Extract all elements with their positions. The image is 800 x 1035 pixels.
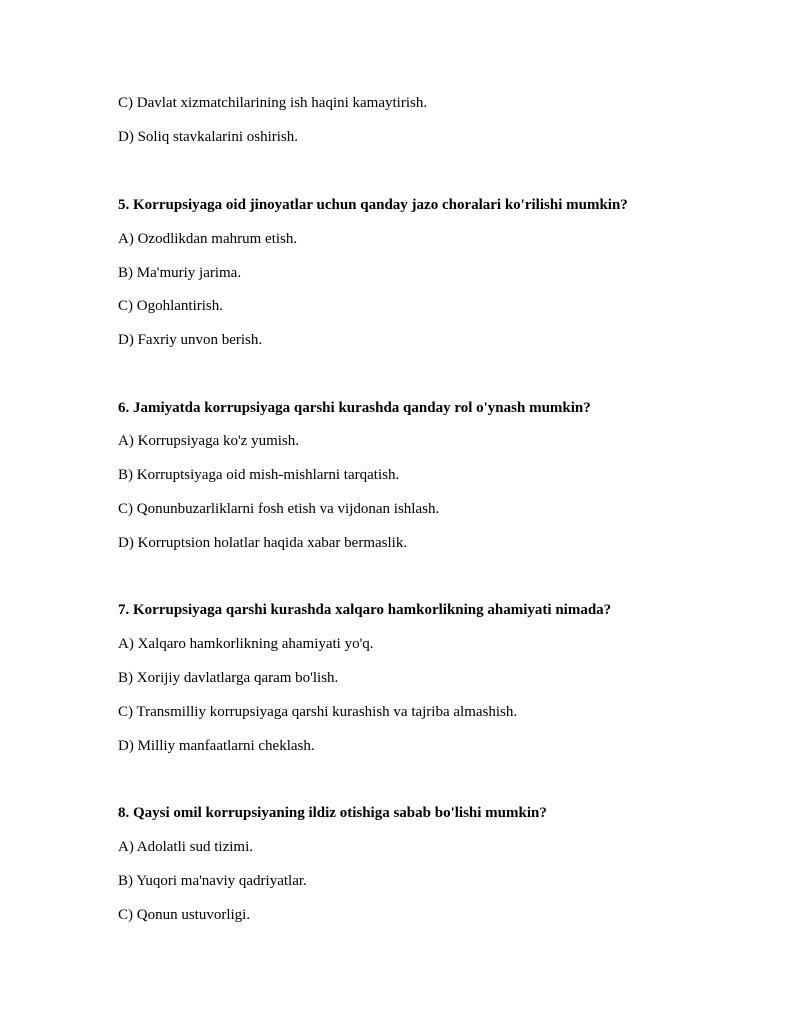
option-6d: D) Korruptsion holatlar haqida xabar bermaslik. (118, 535, 408, 551)
option-8c: C) Qonun ustuvorligi. (118, 907, 251, 923)
option-6c: C) Qonunbuzarliklarni fosh etish va vijdonan ishlash. (118, 501, 440, 517)
option-6b: B) Korruptsiyaga oid mish-mishlarni tarqatish. (118, 467, 400, 483)
option-8b: B) Yuqori ma'naviy qadriyatlar. (118, 873, 307, 889)
option-7a: A) Xalqaro hamkorlikning ahamiyati yo'q. (118, 636, 374, 652)
option-4d: D) Soliq stavkalarini oshirish. (118, 129, 298, 145)
question-7: 7. Korrupsiyaga qarshi kurashda xalqaro hamkorlikning ahamiyati nimada? (118, 602, 612, 618)
option-5b: B) Ma'muriy jarima. (118, 265, 242, 281)
question-6: 6. Jamiyatda korrupsiyaga qarshi kurashda qanday rol o'ynash mumkin? (118, 400, 591, 416)
option-5d: D) Faxriy unvon berish. (118, 332, 263, 348)
option-7d: D) Milliy manfaatlarni cheklash. (118, 738, 315, 754)
option-5c: C) Ogohlantirish. (118, 298, 223, 314)
option-7c: C) Transmilliy korrupsiyaga qarshi kurashish va tajriba almashish. (118, 704, 518, 720)
question-8: 8. Qaysi omil korrupsiyaning ildiz otishiga sabab bo'lishi mumkin? (118, 805, 547, 821)
option-8a: A) Adolatli sud tizimi. (118, 839, 253, 855)
option-5a: A) Ozodlikdan mahrum etish. (118, 231, 298, 247)
option-4c: C) Davlat xizmatchilarining ish haqini kamaytirish. (118, 95, 428, 111)
option-7b: B) Xorijiy davlatlarga qaram bo'lish. (118, 670, 339, 686)
option-6a: A) Korrupsiyaga ko'z yumish. (118, 433, 300, 449)
question-5: 5. Korrupsiyaga oid jinoyatlar uchun qanday jazo choralari ko'rilishi mumkin? (118, 197, 628, 213)
